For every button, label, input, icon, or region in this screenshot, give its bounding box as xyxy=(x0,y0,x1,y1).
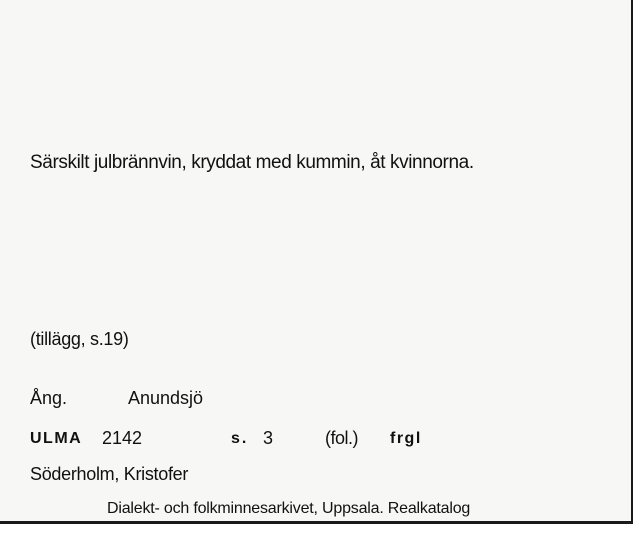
s-value: 3 xyxy=(263,428,274,448)
s-label: s. xyxy=(231,430,249,447)
frgl-value: frgl xyxy=(390,430,422,447)
author-name: Söderholm, Kristofer xyxy=(30,464,189,484)
archive-footer: Dialekt- och folkminnesarkivet, Uppsala. Realkatalog xyxy=(107,500,471,517)
card-note: (tillägg, s.19) xyxy=(30,329,129,349)
ang-label: Ång. xyxy=(30,388,68,408)
card-main-text: Särskilt julbrännvin, kryddat med kummin, åt kvinnorna. xyxy=(30,152,474,173)
ang-value: Anundsjö xyxy=(128,388,204,408)
ulma-number: 2142 xyxy=(102,428,143,448)
ulma-label: ULMA xyxy=(30,430,83,447)
fol-value: (fol.) xyxy=(325,428,358,448)
